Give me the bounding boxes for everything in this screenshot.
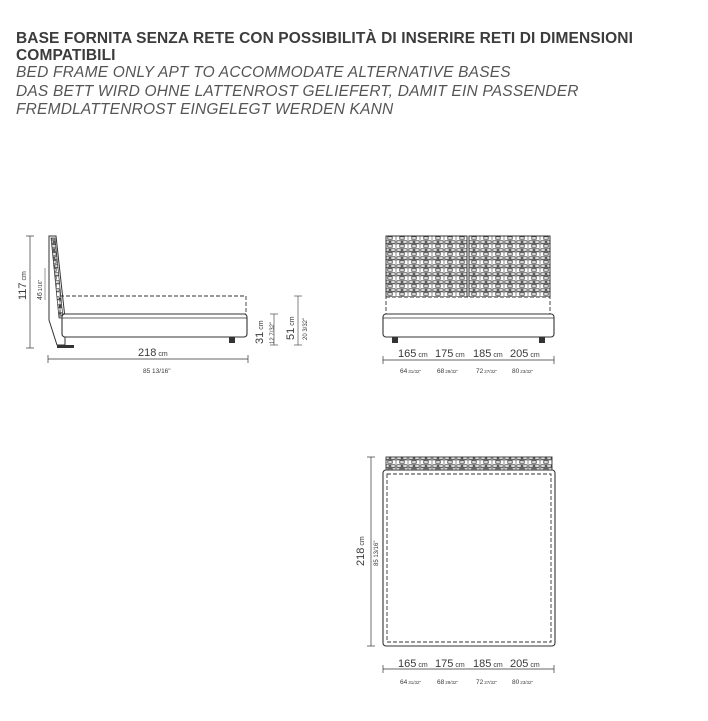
side-view xyxy=(17,236,309,375)
title-english: BED FRAME ONLY APT TO ACCOMMODATE ALTERNATIVE BASES xyxy=(16,64,511,81)
width-inch-label: 7227/32" xyxy=(476,679,498,686)
width-inch-label: 6431/32" xyxy=(400,368,422,375)
width-label: 175 cm xyxy=(435,348,465,360)
width-label: 185 cm xyxy=(473,348,503,360)
width-label: 175 cm xyxy=(435,658,465,670)
top-length-inch: 85 13/16" xyxy=(374,540,380,566)
side-length-label: 218 cm xyxy=(138,347,168,359)
width-label: 165 cm xyxy=(398,348,428,360)
width-inch-label: 8023/32" xyxy=(512,679,534,686)
base-height-label: 51cm xyxy=(285,316,297,340)
front-widths-inch xyxy=(400,368,533,375)
top-frame xyxy=(383,470,555,646)
bed-frame xyxy=(62,314,247,337)
headboard-inner-label: 461/16" xyxy=(37,279,44,300)
base-height-inch: 20 3/32" xyxy=(303,317,309,340)
front-view xyxy=(383,236,554,375)
width-inch-label: 6431/32" xyxy=(400,679,422,686)
top-length-label: 218cm xyxy=(355,536,367,566)
total-height-label: 117cm xyxy=(17,271,29,300)
frame-height-inch: 12 7/32" xyxy=(270,321,276,344)
top-widths xyxy=(398,658,540,670)
width-inch-label: 6829/32" xyxy=(437,368,459,375)
headboard-front-right xyxy=(469,236,550,297)
width-inch-label: 8023/32" xyxy=(512,368,534,375)
width-label: 205 cm xyxy=(510,348,540,360)
headboard-foot xyxy=(57,345,74,348)
width-inch-label: 6829/32" xyxy=(437,679,459,686)
frame-height-label: 31cm xyxy=(254,320,266,344)
title-italian: BASE FORNITA SENZA RETE CON POSSIBILITÀ DI INSERIRE RETI DI DIMENSIONI COMPATIBILI xyxy=(16,30,633,64)
width-inch-label: 7227/32" xyxy=(476,368,498,375)
top-widths-inch xyxy=(400,679,533,686)
front-frame xyxy=(383,314,554,337)
side-length-inch: 85 13/16" xyxy=(143,368,171,375)
front-widths xyxy=(398,348,540,360)
title-german: DAS BETT WIRD OHNE LATTENROST GELIEFERT, DAMIT EIN PASSENDER FREMDLATTENROST EINGELEGT WERDEN KANN xyxy=(16,82,579,118)
headboard-top xyxy=(386,457,552,471)
top-view xyxy=(355,457,555,686)
mattress-outline xyxy=(60,296,246,314)
width-label: 165 cm xyxy=(398,658,428,670)
width-label: 185 cm xyxy=(473,658,503,670)
width-label: 205 cm xyxy=(510,658,540,670)
bed-foot xyxy=(229,337,235,343)
headboard-front-left xyxy=(386,236,467,297)
